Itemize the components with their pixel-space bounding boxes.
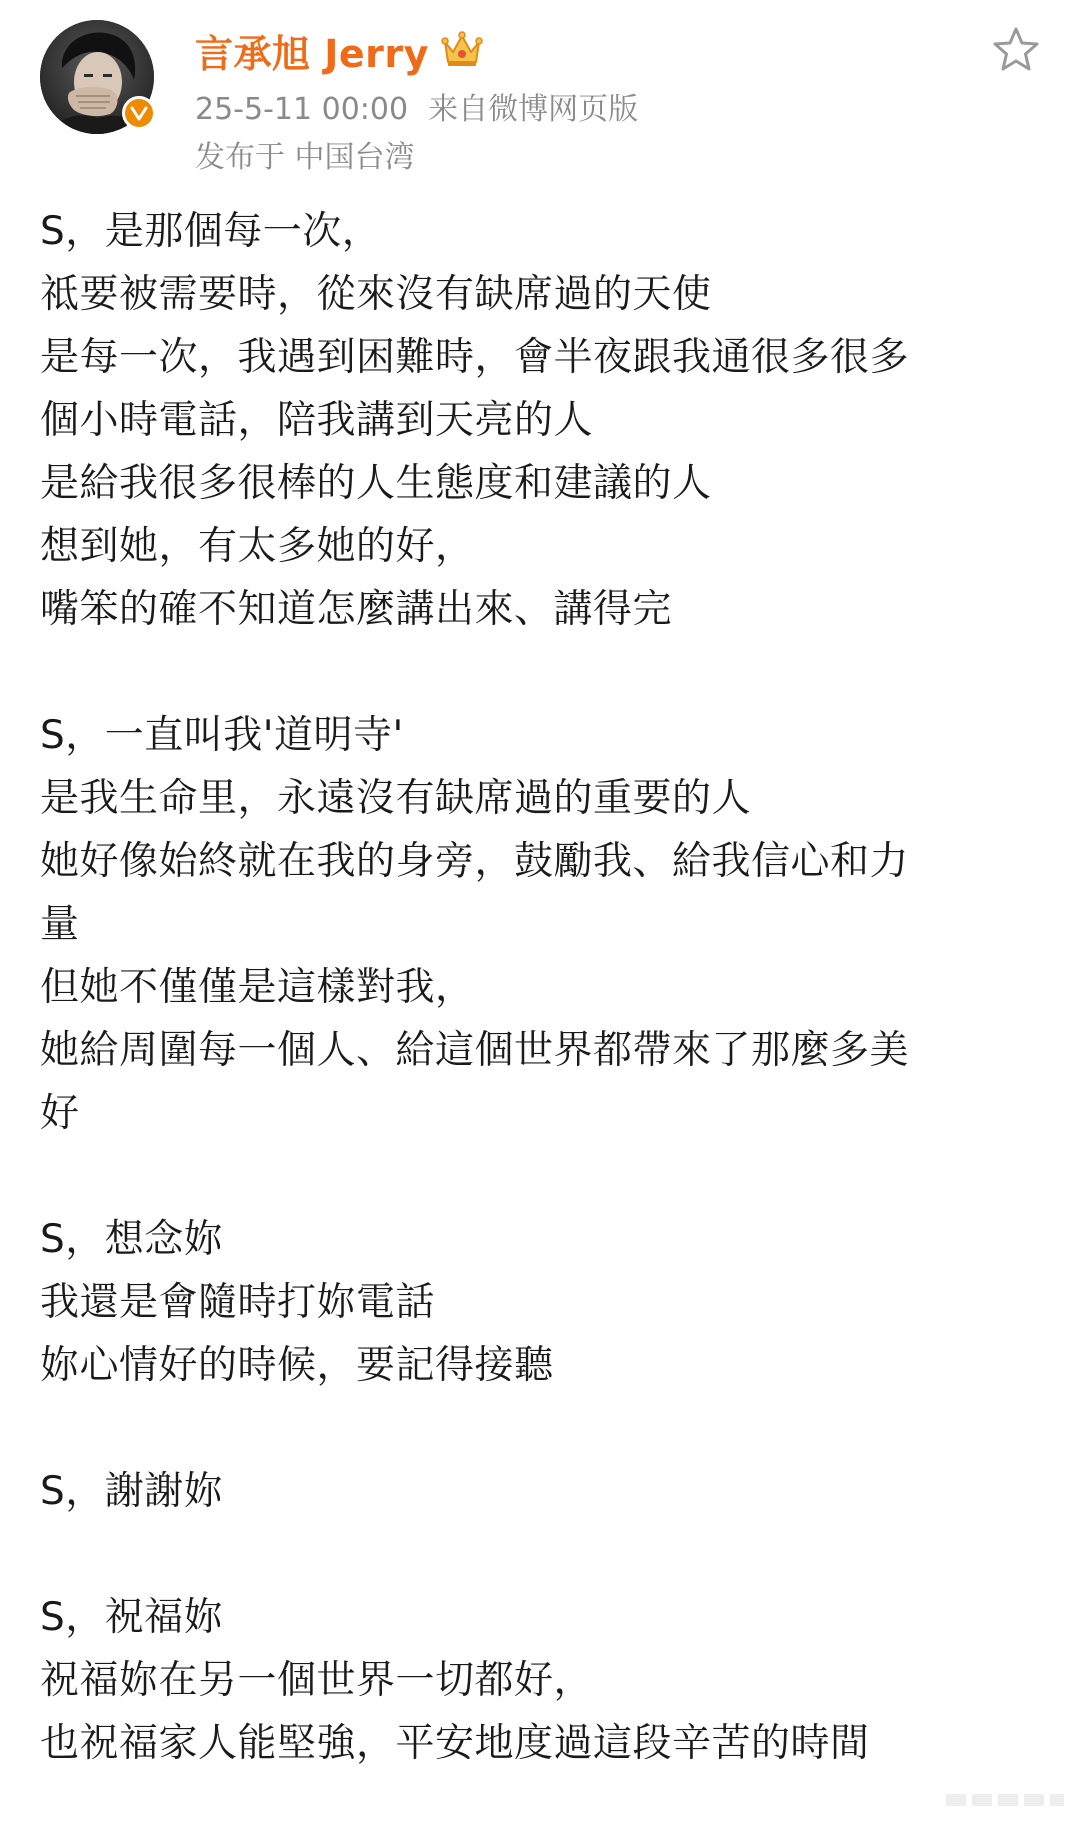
content-line: S，是那個每一次， bbox=[40, 209, 382, 254]
content-line: S，想念妳 bbox=[40, 1217, 224, 1262]
content-line: 是我生命里，永遠沒有缺席過的重要的人 bbox=[40, 776, 752, 821]
post-location: 发布于 中国台湾 bbox=[195, 140, 415, 175]
content-line: 個小時電話，陪我講到天亮的人 bbox=[40, 398, 594, 443]
content-line: S，祝福妳 bbox=[40, 1595, 224, 1640]
verified-v-icon bbox=[122, 96, 156, 130]
content-line: 是每一次，我遇到困難時，會半夜跟我通很多很多 bbox=[40, 335, 910, 380]
author-row bbox=[195, 20, 483, 80]
content-line: 我還是會隨時打妳電話 bbox=[40, 1280, 436, 1325]
content-line: 嘴笨的確不知道怎麼講出來、講得完 bbox=[40, 587, 673, 632]
content-line: 也祝福家人能堅強，平安地度過這段辛苦的時間 bbox=[40, 1721, 870, 1766]
paragraph-break bbox=[40, 1523, 1040, 1586]
content-line: 是給我很多很棒的人生態度和建議的人 bbox=[40, 461, 712, 506]
paragraph-break bbox=[40, 641, 1040, 704]
author-avatar[interactable] bbox=[40, 20, 154, 134]
content-line: 好 bbox=[40, 1091, 80, 1136]
author-name[interactable]: 言承旭 Jerry bbox=[195, 31, 429, 76]
content-line: 祝福妳在另一個世界一切都好， bbox=[40, 1658, 594, 1703]
content-line: 想到她，有太多她的好， bbox=[40, 524, 475, 569]
crown-icon bbox=[441, 30, 483, 70]
post-timestamp[interactable]: 25-5-11 00:00 bbox=[195, 92, 409, 127]
paragraph-break bbox=[40, 1397, 1040, 1460]
post-source: 来自微博网页版 bbox=[428, 92, 639, 127]
content-line: S，謝謝妳 bbox=[40, 1469, 224, 1514]
post-meta bbox=[195, 84, 638, 128]
content-line: 她好像始終就在我的身旁，鼓勵我、給我信心和力 bbox=[40, 839, 910, 884]
star-outline-icon bbox=[990, 24, 1042, 76]
favorite-button[interactable] bbox=[990, 24, 1042, 76]
paragraph-break bbox=[40, 1145, 1040, 1208]
content-line: 量 bbox=[40, 902, 80, 947]
post-content bbox=[40, 200, 1040, 1775]
content-line: 但她不僅僅是這樣對我， bbox=[40, 965, 475, 1010]
content-line: 她給周圍每一個人、給這個世界都帶來了那麼多美 bbox=[40, 1028, 910, 1073]
watermark-dots bbox=[946, 1788, 1066, 1812]
content-line: S，一直叫我'道明寺' bbox=[40, 713, 404, 758]
content-line: 祗要被需要時，從來沒有缺席過的天使 bbox=[40, 272, 712, 317]
content-line: 妳心情好的時候，要記得接聽 bbox=[40, 1343, 554, 1388]
